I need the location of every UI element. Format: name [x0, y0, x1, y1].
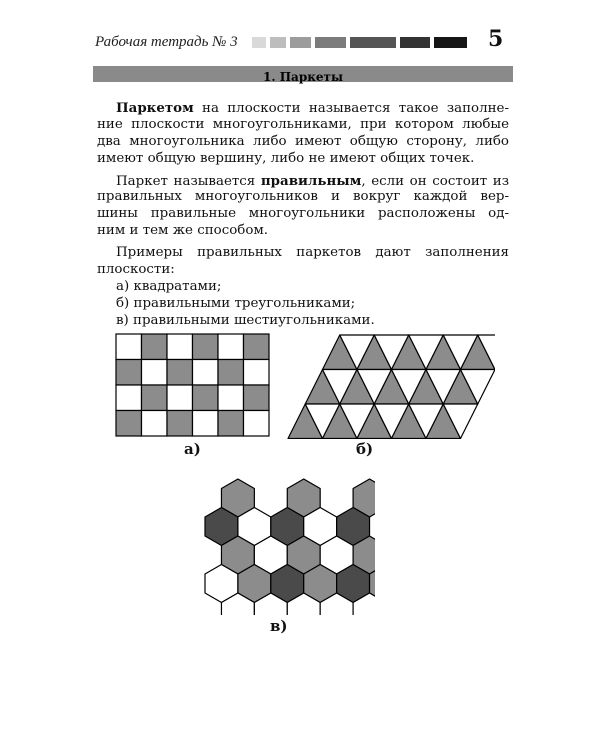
p1-line-1: [97, 100, 509, 117]
figure-label-b: б): [356, 440, 374, 458]
hexagon-parquet-figure: [195, 475, 375, 615]
square-tile: [218, 411, 244, 437]
p2-line-1: [97, 173, 509, 190]
workbook-title: Рабочая тетрадь № 3: [95, 34, 238, 50]
square-tile: [193, 334, 219, 360]
p1-line-1-text: на плоскости называется такое заполне-: [193, 101, 509, 116]
list-item-c: в) правильными шестиугольниками.: [116, 312, 375, 328]
section-title: 1. Паркеты: [263, 70, 343, 84]
figure-label-c: в): [270, 617, 288, 635]
square-parquet-figure: [115, 333, 271, 437]
p2-line-1-start: Паркет называется: [116, 173, 261, 189]
p3-line-2: плоскости:: [97, 262, 175, 278]
p1-line-2: ние плоскости многоугольниками, при котором любые: [97, 116, 509, 132]
square-tile: [167, 385, 193, 411]
square-tile: [167, 411, 193, 437]
term-parquet: Паркетом: [116, 100, 194, 116]
p1-line-4: имеют общую вершину, либо не имеют общих точек.: [97, 150, 475, 166]
p2-line-2: правильных многоугольников и вокруг каждой вер-: [97, 189, 509, 205]
square-tile: [142, 411, 168, 437]
square-tile: [167, 360, 193, 386]
square-tile: [167, 334, 193, 360]
square-tile: [116, 411, 142, 437]
square-tile: [142, 360, 168, 386]
term-regular: правильным: [260, 172, 362, 189]
p1-line-3: два многоугольника либо имеют общую сторону, либо: [97, 133, 509, 149]
triangle-parquet-figure: [285, 333, 495, 439]
square-tile: [218, 360, 244, 386]
figure-label-a: а): [184, 440, 201, 458]
bar-segment: [290, 37, 311, 48]
square-tile: [116, 385, 142, 411]
square-tile: [116, 360, 142, 386]
square-tile: [193, 360, 219, 386]
square-tile: [142, 385, 168, 411]
square-tile: [244, 334, 270, 360]
square-tile: [244, 385, 270, 411]
body-text: [97, 100, 509, 330]
list-item-a: а) квадратами;: [116, 278, 222, 294]
bar-segment: [400, 37, 430, 48]
page-number: 5: [488, 26, 504, 52]
bar-segment: [270, 37, 286, 48]
square-tile: [116, 334, 142, 360]
p2-line-1-rest: , если он состоит из: [361, 173, 510, 189]
p2-line-3: шины правильные многоугольники расположены од-: [97, 206, 509, 222]
list-item-b: б) правильными треугольниками;: [116, 295, 356, 311]
square-tile: [193, 385, 219, 411]
square-tile: [142, 334, 168, 360]
square-tile: [218, 385, 244, 411]
p3-line-1: Примеры правильных паркетов дают заполнения: [116, 245, 509, 261]
bar-segment: [434, 37, 467, 48]
bar-segment: [350, 37, 396, 48]
p2-line-4: ним и тем же способом.: [97, 223, 269, 239]
square-tile: [244, 360, 270, 386]
bar-segment: [315, 37, 346, 48]
square-tile: [218, 334, 244, 360]
section-heading-band: [93, 66, 513, 82]
bar-segment: [252, 37, 266, 48]
square-tile: [193, 411, 219, 437]
square-tile: [244, 411, 270, 437]
